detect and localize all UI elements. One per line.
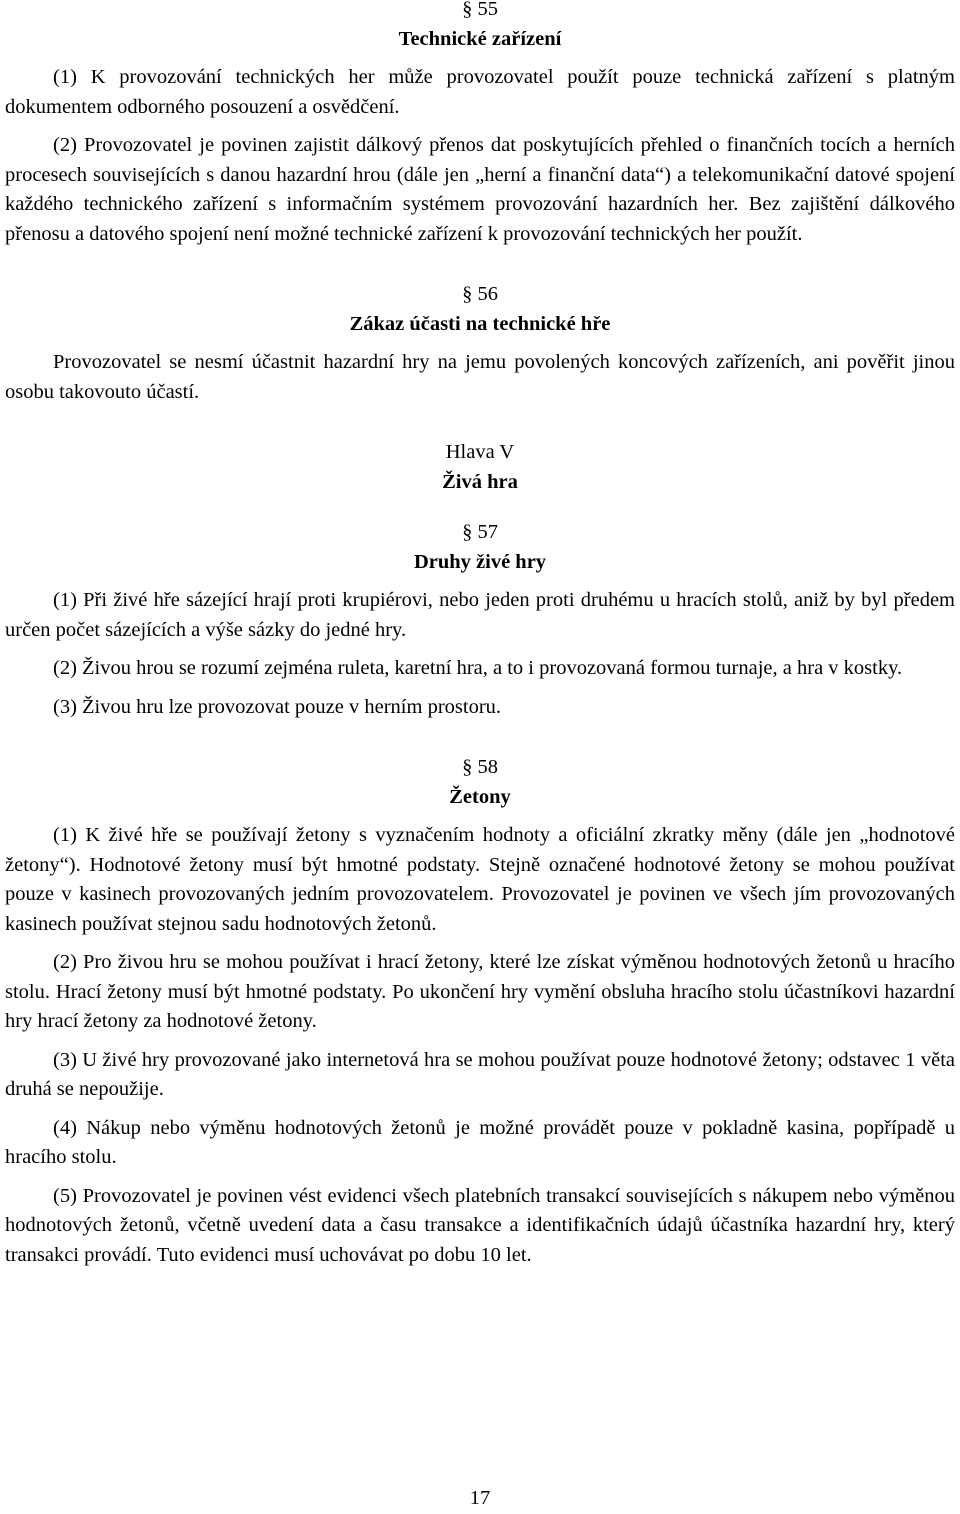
paragraph: (4) Nákup nebo výměnu hodnotových žetonů je možné provádět pouze v pokladně kasina, popřípadě u hracího stolu. — [5, 1116, 955, 1168]
paragraph: (3) Živou hru lze provozovat pouze v herním prostoru. — [53, 695, 502, 718]
paragraph: (2) Pro živou hru se mohou používat i hrací žetony, které lze získat výměnou hodnotových žetonů u hracího stolu. Hrací žetony musí být hmotné podstaty. Po ukončení hry vymění obsluha hracího stolu účastníkovi hazardní hry hrací žetony za hodnotové žetony. — [5, 951, 955, 1032]
paragraph: (3) U živé hry provozované jako internetová hra se mohou používat pouze hodnotové žetony; odstavec 1 věta druhá se nepoužije. — [5, 1048, 955, 1100]
paragraph: (1) K provozování technických her může provozovatel použít pouze technická zařízení s platným dokumentem odborného posouzení a osvědčení. — [5, 66, 955, 118]
paragraph: (1) Při živé hře sázející hrají proti krupiérovi, nebo jeden proti druhému u hracích stolů, aniž by byl předem určen počet sázejících a výše sázky do jedné hry. — [5, 589, 955, 641]
paragraph: (1) K živé hře se používají žetony s vyznačením hodnoty a oficiální zkratky měny (dále jen „hodnotové žetony“). Hodnotové žetony musí být hmotné podstaty. Stejně označené hodnotové žetony se mohou používat pouze v kasinech provozovaných jedním provozovatelem. Provozovatel je povinen ve všech jím provozovaných kasinech používat stejnou sadu hodnotových žetonů. — [5, 824, 955, 935]
section-number: § 55 — [462, 0, 498, 20]
section-number: § 57 — [462, 521, 498, 543]
section-number: § 58 — [462, 756, 498, 778]
chapter-number: Hlava V — [445, 441, 515, 463]
chapter-title: Živá hra — [442, 470, 518, 493]
section-title: Žetony — [449, 785, 511, 808]
page-number: 17 — [469, 1487, 491, 1509]
chapter-heading — [5, 438, 955, 497]
section-57 — [5, 518, 955, 577]
section-title: Technické zařízení — [398, 27, 562, 50]
paragraph: (2) Živou hrou se rozumí zejména ruleta, karetní hra, a to i provozovaná formou turnaje, a hra v kostky. — [53, 657, 903, 679]
section-58 — [5, 753, 955, 812]
paragraph: (5) Provozovatel je povinen vést evidenci všech platebních transakcí souvisejících s nákupem nebo výměnou hodnotových žetonů, včetně uvedení data a času transakce a identifikačních údajů účastníka hazardní hry, který transakci provádí. Tuto evidenci musí uchovávat po dobu 10 let. — [5, 1184, 955, 1266]
section-number: § 56 — [462, 283, 498, 305]
paragraph: (2) Provozovatel je povinen zajistit dálkový přenos dat poskytujících přehled o finančních tocích a herních procesech souvisejících s danou hazardní hrou (dále jen „herní a finanční data“) a telekomunikační datové spojení každého technického zařízení s informačním systémem provozování hazardních her. Bez zajištění dálkového přenosu a datového spojení není možné technické zařízení k provozování technických her použít. — [5, 134, 955, 245]
section-55 — [5, 0, 955, 54]
document-page — [5, 0, 955, 1270]
section-56 — [5, 280, 955, 339]
section-title: Druhy živé hry — [413, 550, 547, 573]
paragraph: Provozovatel se nesmí účastnit hazardní hry na jemu povolených koncových zařízeních, ani pověřit jinou osobu takovouto účastí. — [5, 351, 955, 403]
section-title: Zákaz účasti na technické hře — [349, 312, 611, 335]
